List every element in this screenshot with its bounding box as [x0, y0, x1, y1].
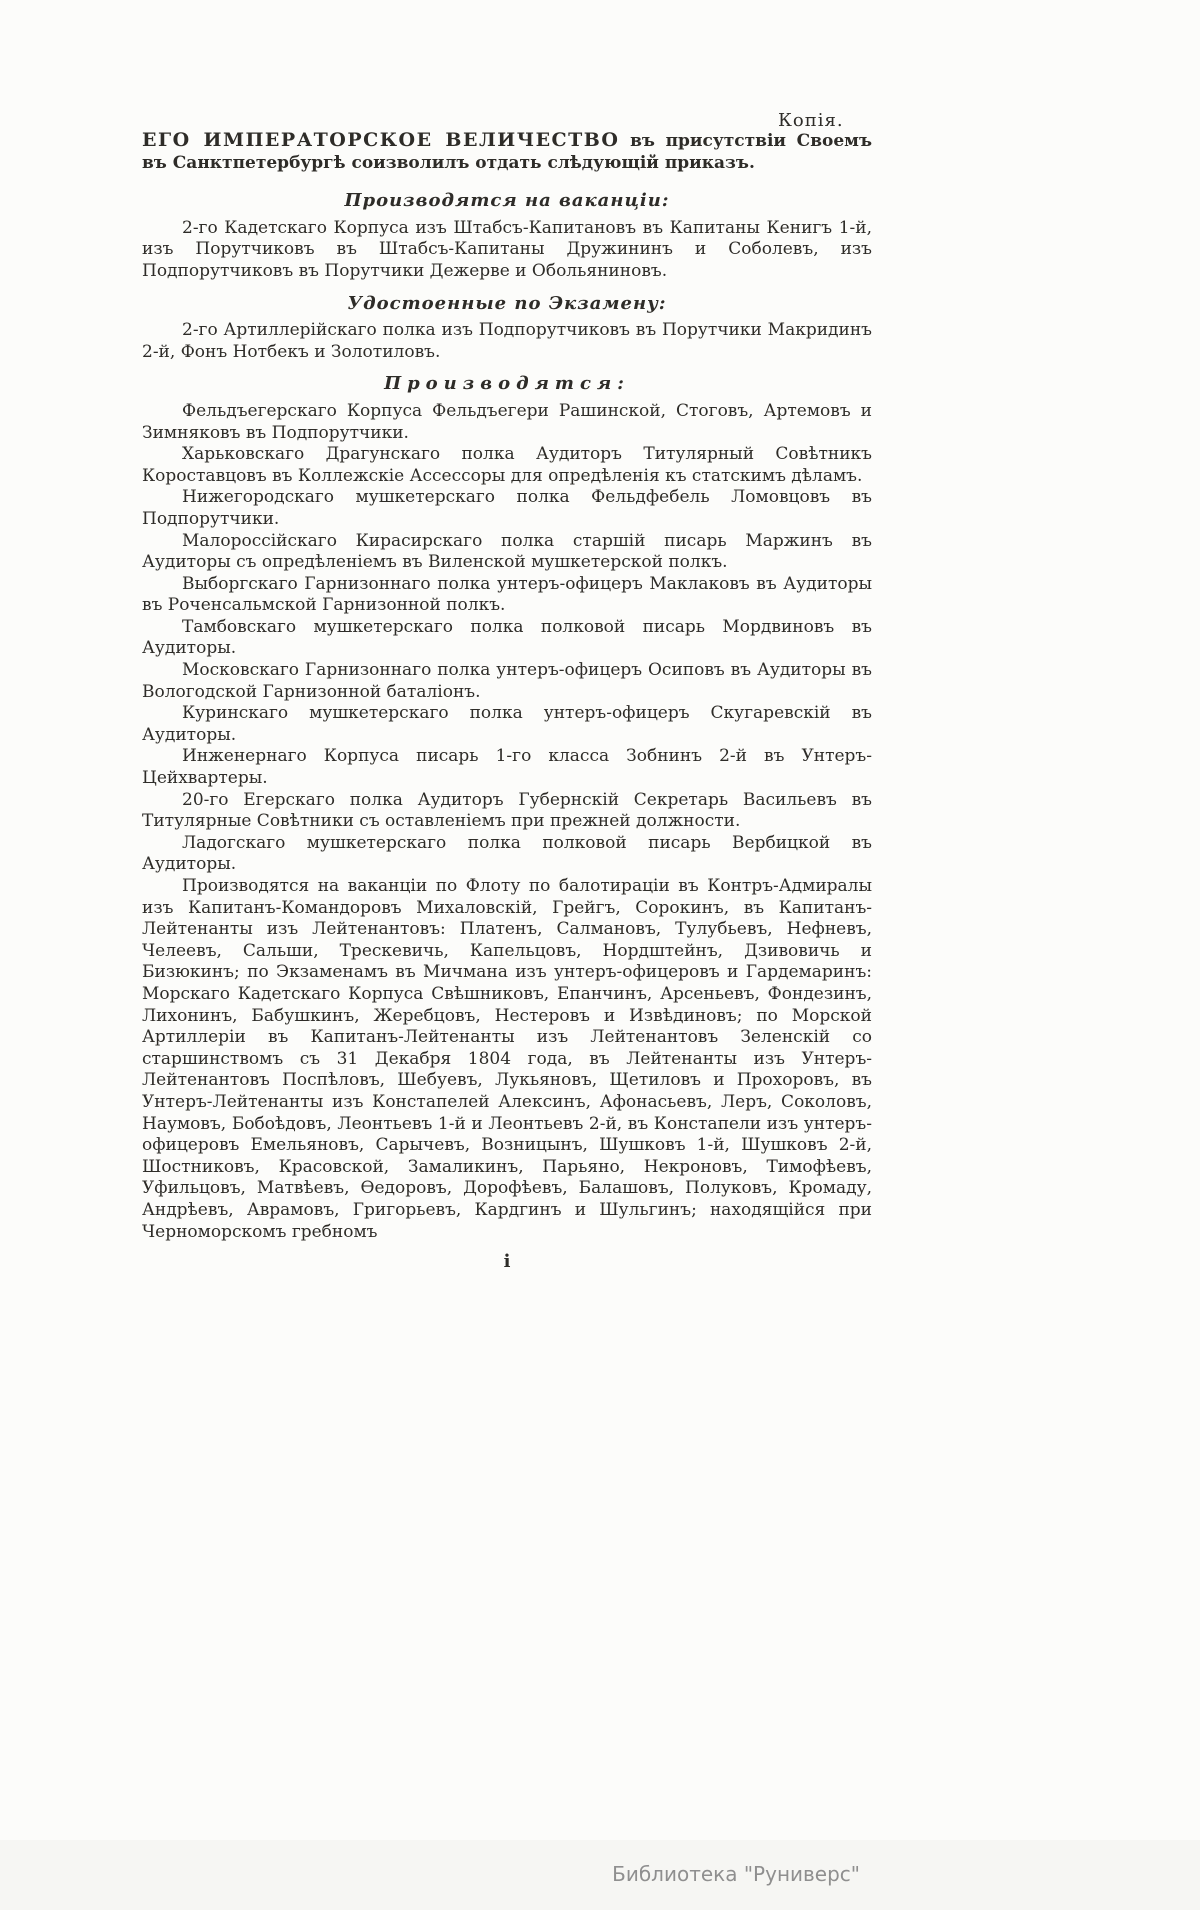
- order-paragraph: Нижегородскаго мушкетерскаго полка Фельдфебель Ломовцовъ въ Подпорутчики.: [142, 487, 872, 529]
- order-paragraph: Инженернаго Корпуса писарь 1-го класса Зобнинъ 2-й въ Унтеръ-Цейхвартеры.: [142, 746, 872, 789]
- order-paragraph: 2-го Кадетскаго Корпуса изъ Штабсъ-Капитановъ въ Капитаны Кенигъ 1-й, изъ Порутчиковъ въ Штабсъ-Капитаны Дружининъ и Соболевъ, изъ Подпорутчиковъ въ Порутчики Дежерве и Обольяниновъ.: [142, 217, 872, 281]
- order-paragraph: Харьковскаго Драгунскаго полка Аудиторъ Титулярный Совѣтникъ Короставцовъ въ Коллежскіе Ассессоры для опредѣленія къ статскимъ дѣламъ.: [142, 444, 872, 486]
- section-heading-exam: Удостоенные по Экзамену:: [347, 292, 667, 314]
- preamble-rest-text: въ присутствіи Своемъ въ Санктпетербургѣ соизволилъ отдать слѣдующій приказъ.: [142, 131, 872, 173]
- order-paragraph: 2-го Артиллерійскаго полка изъ Подпорутчиковъ въ Порутчики Макридинъ 2-й, Фонъ Нотбекъ и Золотиловъ.: [142, 320, 872, 362]
- preamble-paragraph: [142, 130, 872, 174]
- imperial-title-text: ЕГО ИМПЕРАТОРСКОЕ ВЕЛИЧЕСТВО: [142, 129, 620, 151]
- order-paragraph: Московскаго Гарнизоннаго полка унтеръ-офицеръ Осиповъ въ Аудиторы въ Вологодской Гарнизонной баталіонъ.: [142, 660, 872, 702]
- section-heading-promotions: Производятся:: [384, 373, 630, 395]
- order-paragraph-fleet: Производятся на ваканціи по Флоту по балотираціи въ Контръ-Адмиралы изъ Капитанъ-Командоровъ Михаловскій, Грейгъ, Сорокинъ, въ Капитанъ-Лейтенанты изъ Лейтенантовъ: Платенъ, Салмановъ, Тулубьевъ, Нефневъ, Челеевъ, Сальши, Трескевичь, Капельцовъ, Нордштейнъ, Дзивовичь и Бизюкинъ; по Экзаменамъ въ Мичмана изъ унтеръ-офицеровъ и Гардемаринъ: Морскаго Кадетскаго Корпуса Свѣшниковъ, Епанчинъ, Арсеньевъ, Фондезинъ, Лихонинъ, Бабушкинъ, Жеребцовъ, Нестеровъ и Извѣдиновъ; по Морской Артиллеріи въ Капитанъ-Лейтенанты изъ Лейтенантовъ Зеленскій со старшинствомъ съ 31 Декабря 1804 года, въ Лейтенанты изъ Унтеръ-Лейтенантовъ Поспѣловъ, Шебуевъ, Лукьяновъ, Щетиловъ и Прохоровъ, въ Унтеръ-Лейтенанты изъ Констапелей Алексинъ, Афонасьевъ, Леръ, Соколовъ, Наумовъ, Бобоѣдовъ, Леонтьевъ 1-й и Леонтьевъ 2-й, въ Констапели изъ унтеръ-офицеровъ Емельяновъ, Сарычевъ, Возницынъ, Шушковъ 1-й, Шушковъ 2-й, Шостниковъ, Красовской, Замаликинъ, Парьяно, Некроновъ, Тимофѣевъ, Уфильцовъ, Матвѣевъ, Ѳедоровъ, Дорофѣевъ, Балашовъ, Полуковъ, Кромаду, Андрѣевъ, Аврамовъ, Григорьевъ, Кардгинъ и Шульгинъ; находящійся при Черноморскомъ гребномъ: [142, 876, 872, 1242]
- order-paragraph: Выборгскаго Гарнизоннаго полка унтеръ-офицеръ Маклаковъ въ Аудиторы въ Роченсальмской Гарнизонной полкъ.: [142, 573, 872, 616]
- text-column: [142, 130, 872, 1273]
- order-paragraph: Фельдъегерскаго Корпуса Фельдъегери Рашинской, Стоговъ, Артемовъ и Зимняковъ въ Подпорутчики.: [142, 400, 872, 443]
- section-heading-vacancies: Производятся на ваканціи:: [344, 190, 670, 212]
- catchword-mark: і: [503, 1251, 511, 1273]
- library-watermark: Библиотека "Руниверс": [612, 1862, 860, 1886]
- order-paragraph: Малороссійскаго Кирасирскаго полка старшій писарь Маржинъ въ Аудиторы съ опредѣленіемъ въ Виленской мушкетерской полкъ.: [142, 530, 872, 573]
- copy-annotation: Копія.: [778, 110, 844, 131]
- order-paragraph: Куринскаго мушкетерскаго полка унтеръ-офицеръ Скугаревскій въ Аудиторы.: [142, 703, 872, 745]
- order-paragraph: Ладогскаго мушкетерскаго полка полковой писарь Вербицкой въ Аудиторы.: [142, 832, 872, 875]
- order-paragraph: Тамбовскаго мушкетерскаго полка полковой писарь Мордвиновъ въ Аудиторы.: [142, 616, 872, 659]
- order-paragraph: 20-го Егерскаго полка Аудиторъ Губернскій Секретарь Васильевъ въ Титулярные Совѣтники съ оставленіемъ при прежней должности.: [142, 789, 872, 832]
- footer-band: [0, 1840, 1200, 1910]
